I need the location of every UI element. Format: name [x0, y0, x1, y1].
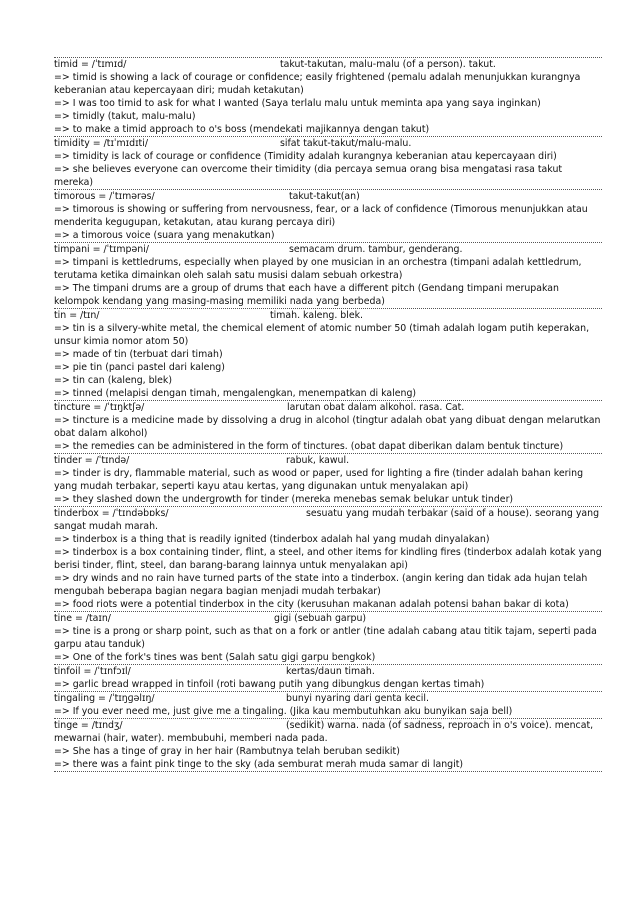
- dictionary-document: [54, 57, 602, 772]
- example-line: => If you ever need me, just give me a tingaling. (Jika kau membutuhkan aku bunyikan saja bell): [54, 706, 513, 717]
- headword-translation: sifat takut-takut/malu-malu.: [280, 138, 412, 149]
- example-line: => timorous is showing or suffering from nervousness, fear, or a lack of confidence (Timorous menunjukkan atau menderita kegugupan, ketakutan, atau kurang percaya diri): [54, 204, 588, 228]
- headword-translation: timah. kaleng. blek.: [270, 310, 364, 321]
- entry-timid: [54, 57, 602, 136]
- headword-pronunciation: timorous = /ˈtɪmərəs/: [54, 191, 155, 202]
- headword-translation: rabuk, kawul.: [286, 455, 350, 466]
- entry-tinge: [54, 718, 602, 772]
- headword-line: [54, 243, 602, 256]
- headword-translation: gigi (sebuah garpu): [274, 613, 367, 624]
- entry-tinderbox: [54, 506, 602, 611]
- headword-line: [54, 454, 602, 467]
- headword-translation: takut-takut(an): [289, 191, 360, 202]
- headword-line: [54, 190, 602, 203]
- example-line: => there was a faint pink tinge to the sky (ada semburat merah muda samar di langit): [54, 759, 464, 770]
- example-line: => tinderbox is a box containing tinder, flint, a steel, and other items for kindling fires (tinderbox adalah kotak yang berisi tinder, flint, steel, dan barang-barang lainnya untuk menyalakan api): [54, 547, 602, 571]
- example-line: => tinderbox is a thing that is readily ignited (tinderbox adalah hal yang mudah dinyalakan): [54, 534, 490, 545]
- example-line: => She has a tinge of gray in her hair (Rambutnya telah beruban sedikit): [54, 746, 400, 757]
- headword-translation: larutan obat dalam alkohol. rasa. Cat.: [287, 402, 465, 413]
- example-line: => One of the fork's tines was bent (Salah satu gigi garpu bengkok): [54, 652, 376, 663]
- headword-pronunciation: tin = /tɪn/: [54, 310, 100, 321]
- headword-pronunciation: timid = /ˈtɪmɪd/: [54, 59, 127, 70]
- example-line: => tin can (kaleng, blek): [54, 375, 173, 386]
- headword-pronunciation: tinge = /tɪndʒ/: [54, 720, 123, 731]
- example-line: => dry winds and no rain have turned parts of the state into a tinderbox. (angin kering dan tidak ada hujan telah mengubah beberapa bagian negara bagian menjadi mudah terbakar): [54, 573, 588, 597]
- example-line: => I was too timid to ask for what I wanted (Saya terlalu malu untuk meminta apa yang saya inginkan): [54, 98, 541, 109]
- example-line: => pie tin (panci pastel dari kaleng): [54, 362, 225, 373]
- headword-pronunciation: tinderbox = /ˈtɪndəbɒks/: [54, 508, 169, 519]
- example-line: => tine is a prong or sharp point, such as that on a fork or antler (tine adalah cabang atau titik tajam, seperti pada garpu atau tanduk): [54, 626, 597, 650]
- headword-line: [54, 612, 602, 625]
- example-line: => timid is showing a lack of courage or confidence; easily frightened (pemalu adalah menunjukkan kurangnya keberanian atau kepercayaan diri; mudah ketakutan): [54, 72, 581, 96]
- headword-pronunciation: tinfoil = /ˈtɪnfɔɪl/: [54, 666, 131, 677]
- headword-line: [54, 507, 602, 533]
- example-line: => tinder is dry, flammable material, such as wood or paper, used for lighting a fire (tinder adalah bahan kering yang mudah terbakar, seperti kayu atau kertas, yang digunakan untuk menyalakan api): [54, 468, 584, 492]
- example-line: => garlic bread wrapped in tinfoil (roti bawang putih yang dibungkus dengan kertas timah): [54, 679, 485, 690]
- example-line: => a timorous voice (suara yang menakutkan): [54, 230, 275, 241]
- headword-pronunciation: tine = /taɪn/: [54, 613, 111, 624]
- example-line: => they slashed down the undergrowth for tinder (mereka menebas semak belukar untuk tinder): [54, 494, 514, 505]
- example-line: => food riots were a potential tinderbox in the city (kerusuhan makanan adalah potensi bahan bakar di kota): [54, 599, 569, 610]
- entry-tinfoil: [54, 664, 602, 691]
- example-line: => timpani is kettledrums, especially when played by one musician in an orchestra (timpani adalah kettledrum, terutama ketika dimainkan oleh salah satu musisi dalam sebuah orkestra): [54, 257, 582, 281]
- headword-line: [54, 665, 602, 678]
- headword-line: [54, 137, 602, 150]
- headword-translation: (sedikit) warna. nada (of sadness, reproach in o's voice). mencat, mewarnai (hair, water). membubuhi, memberi nada pada.: [54, 720, 594, 744]
- entry-timorous: [54, 189, 602, 242]
- headword-pronunciation: tingaling = /ˈtɪŋɡəlɪŋ/: [54, 693, 155, 704]
- example-line: => to make a timid approach to o's boss (mendekati majikannya dengan takut): [54, 124, 430, 135]
- example-line: => tinned (melapisi dengan timah, mengalengkan, menempatkan di kaleng): [54, 388, 417, 399]
- example-line: => The timpani drums are a group of drums that each have a different pitch (Gendang timpani merupakan kelompok kendang yang masing-masing memiliki nada yang berbeda): [54, 283, 559, 307]
- headword-line: [54, 58, 602, 71]
- headword-translation: semacam drum. tambur, genderang.: [289, 244, 463, 255]
- entry-timpani: [54, 242, 602, 308]
- headword-line: [54, 309, 602, 322]
- example-line: => she believes everyone can overcome their timidity (dia percaya semua orang bisa mengatasi rasa takut mereka): [54, 164, 563, 188]
- example-line: => tin is a silvery-white metal, the chemical element of atomic number 50 (timah adalah logam putih keperakan, unsur kimia nomor atom 50): [54, 323, 590, 347]
- entry-tinder: [54, 453, 602, 506]
- example-line: => the remedies can be administered in the form of tinctures. (obat dapat diberikan dalam bentuk tincture): [54, 441, 564, 452]
- headword-line: [54, 692, 602, 705]
- example-line: => made of tin (terbuat dari timah): [54, 349, 223, 360]
- headword-pronunciation: timidity = /tɪˈmɪdɪti/: [54, 138, 148, 149]
- headword-translation: kertas/daun timah.: [286, 666, 375, 677]
- headword-pronunciation: timpani = /ˈtɪmpəni/: [54, 244, 149, 255]
- headword-translation: takut-takutan, malu-malu (of a person). takut.: [280, 59, 496, 70]
- entry-tingaling: [54, 691, 602, 718]
- headword-pronunciation: tinder = /ˈtɪndə/: [54, 455, 130, 466]
- entry-timidity: [54, 136, 602, 189]
- entry-tine: [54, 611, 602, 664]
- example-line: => timidity is lack of courage or confidence (Timidity adalah kurangnya keberanian atau kepercayaan diri): [54, 151, 557, 162]
- example-line: => tincture is a medicine made by dissolving a drug in alcohol (tingtur adalah obat yang dibuat dengan melarutkan obat dalam alkohol): [54, 415, 601, 439]
- headword-pronunciation: tincture = /ˈtɪŋktʃə/: [54, 402, 145, 413]
- headword-line: [54, 719, 602, 745]
- headword-translation: bunyi nyaring dari genta kecil.: [286, 693, 429, 704]
- example-line: => timidly (takut, malu-malu): [54, 111, 196, 122]
- headword-translation: sesuatu yang mudah terbakar (said of a house). seorang yang sangat mudah marah.: [54, 508, 600, 532]
- entry-tincture: [54, 400, 602, 453]
- headword-line: [54, 401, 602, 414]
- entry-tin: [54, 308, 602, 400]
